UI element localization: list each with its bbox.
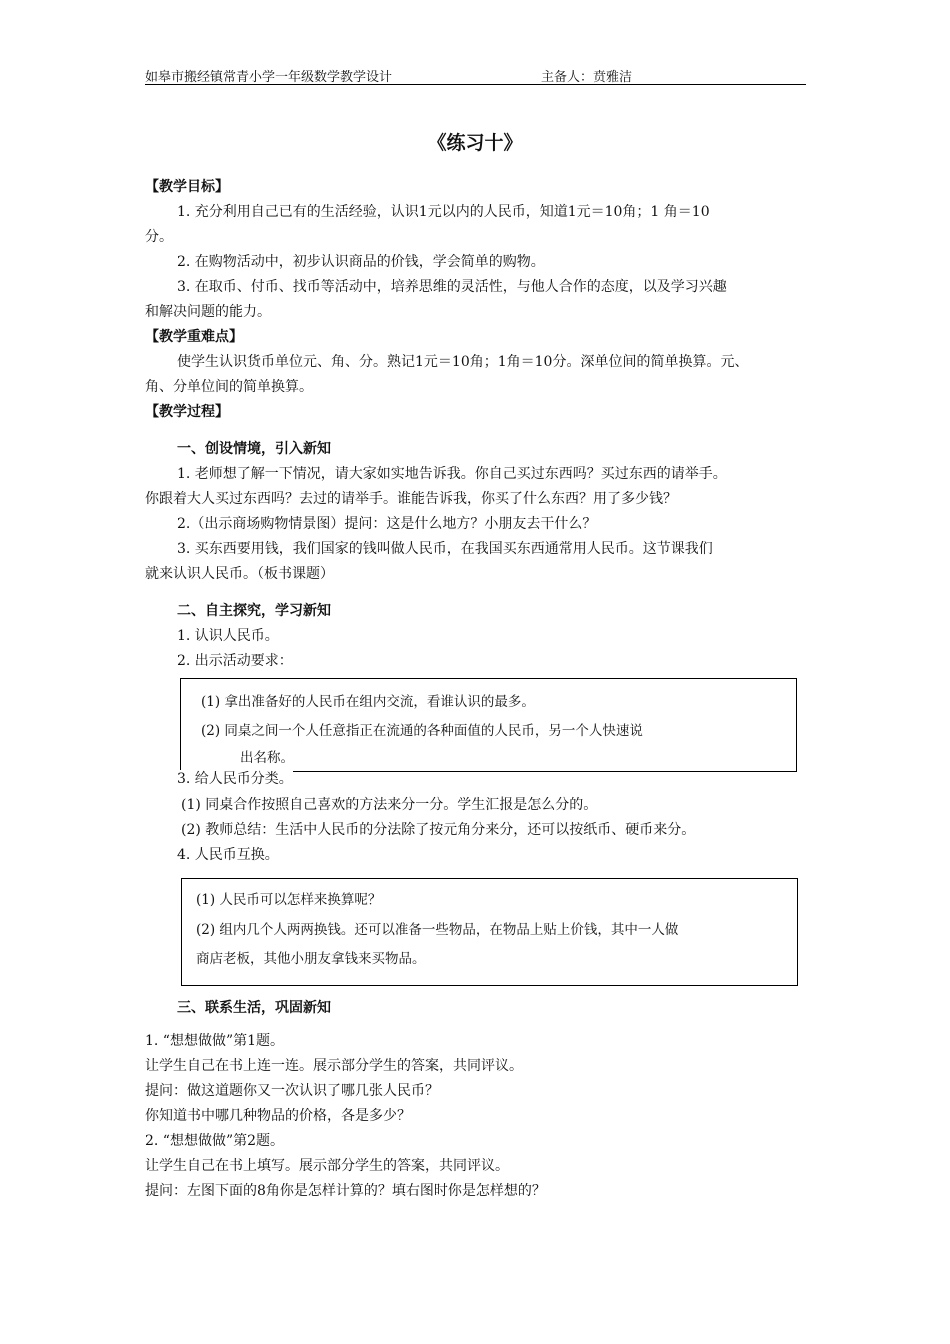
section-line: 你知道书中哪几种物品的价格，各是多少？	[145, 1108, 411, 1124]
section-title: 三、联系生活，巩固新知	[177, 1000, 331, 1016]
keypoints-line: 角、分单位间的简单换算。	[145, 379, 313, 395]
goals-line: 和解决问题的能力。	[145, 304, 271, 320]
section-line: 2. 出示活动要求：	[177, 653, 293, 669]
goals-heading: 【教学目标】	[145, 179, 229, 195]
section-title: 二、自主探究，学习新知	[177, 603, 331, 619]
activity-item: (1) 拿出准备好的人民币在组内交流，看谁认识的最多。	[201, 694, 535, 710]
section-line: 让学生自己在书上填写。展示部分学生的答案，共同评议。	[145, 1158, 509, 1174]
section-line: 2.（出示商场购物情景图）提问：这是什么地方？小朋友去干什么？	[177, 516, 597, 532]
page-title: 《练习十》	[427, 132, 523, 154]
exchange-item: 商店老板，其他小朋友拿钱来买物品。	[196, 951, 426, 967]
section-line: 3. 买东西要用钱，我们国家的钱叫做人民币，在我国买东西通常用人民币。这节课我们	[177, 541, 713, 557]
section-line: 你跟着大人买过东西吗？去过的请举手。谁能告诉我，你买了什么东西？用了多少钱？	[145, 491, 677, 507]
page-header	[145, 66, 806, 85]
section-line: 提问：左图下面的8角你是怎样计算的？填右图时你是怎样想的？	[145, 1183, 546, 1199]
section-title: 一、创设情境，引入新知	[177, 441, 331, 457]
section-line: 让学生自己在书上连一连。展示部分学生的答案，共同评议。	[145, 1058, 523, 1074]
goals-line: 分。	[145, 229, 173, 245]
keypoints-heading: 【教学重难点】	[145, 329, 243, 345]
section-line: 2. “想想做做”第2题。	[145, 1133, 285, 1149]
section-line: (1) 同桌合作按照自己喜欢的方法来分一分。学生汇报是怎么分的。	[181, 797, 598, 813]
exchange-item: (2) 组内几个人两两换钱。还可以准备一些物品，在物品上贴上价钱，其中一人做	[196, 922, 679, 938]
header-school: 如皋市搬经镇常青小学一年级数学教学设计	[145, 70, 393, 85]
goals-line: 3. 在取币、付币、找币等活动中，培养思维的灵活性，与他人合作的态度，以及学习兴趣	[177, 279, 727, 295]
section-line: 1. “想想做做”第1题。	[145, 1033, 285, 1049]
header-author: 主备人：贲雅洁	[541, 70, 633, 85]
section-line: 3. 给人民币分类。	[177, 771, 293, 787]
exchange-item: (1) 人民币可以怎样来换算呢？	[196, 892, 382, 908]
activity-item: 出名称。	[240, 750, 294, 766]
section-line: (2) 教师总结：生活中人民币的分法除了按元角分来分，还可以按纸币、硬币来分。	[181, 822, 696, 838]
section-line: 1. 老师想了解一下情况，请大家如实地告诉我。你自己买过东西吗？买过东西的请举手。	[177, 466, 727, 482]
section-line: 4. 人民币互换。	[177, 847, 279, 863]
section-line: 就来认识人民币。（板书课题）	[145, 566, 334, 582]
section-line: 提问：做这道题你又一次认识了哪几张人民币？	[145, 1083, 439, 1099]
activity-item: (2) 同桌之间一个人任意指正在流通的各种面值的人民币，另一个人快速说	[201, 723, 643, 739]
goals-line: 2. 在购物活动中，初步认识商品的价钱，学会简单的购物。	[177, 254, 545, 270]
section-line: 1. 认识人民币。	[177, 628, 279, 644]
keypoints-line: 使学生认识货币单位元、角、分。熟记1元＝10角；1角＝10分。深单位间的简单换算。元、	[177, 354, 749, 370]
goals-line: 1. 充分利用自己已有的生活经验，认识1元以内的人民币，知道1元＝10角；1 角＝10	[177, 204, 710, 220]
process-heading: 【教学过程】	[145, 404, 229, 420]
